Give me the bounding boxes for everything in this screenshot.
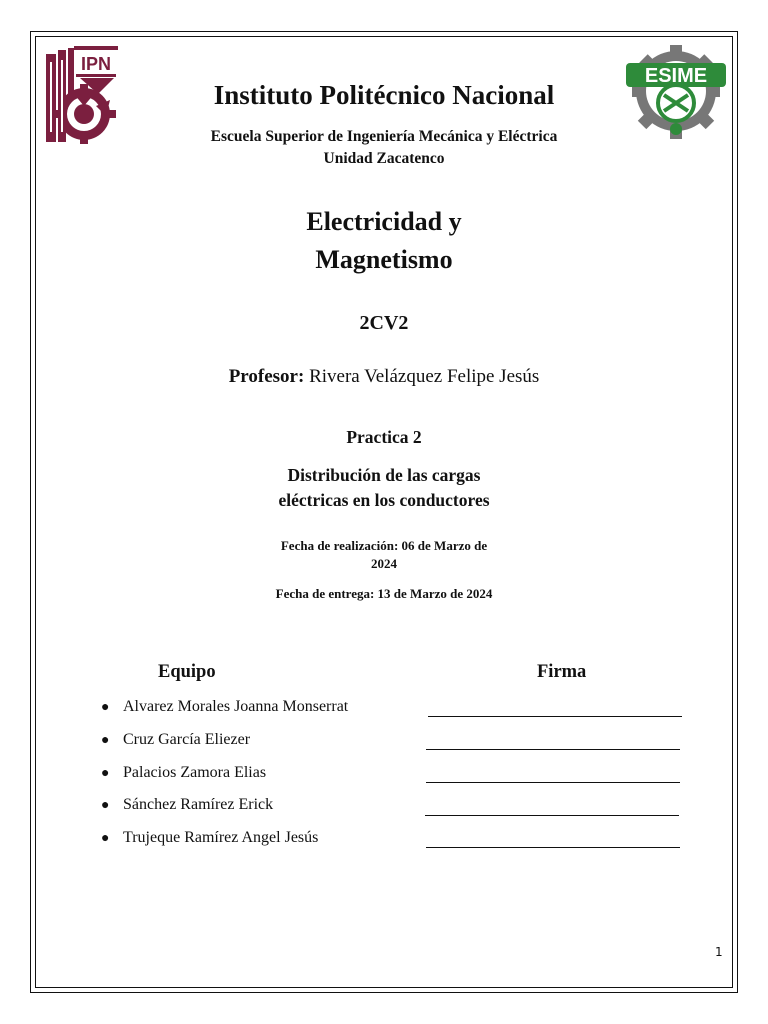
subject-title-line1: Electricidad y [306,207,462,236]
signature-line [426,847,680,848]
team-member [101,796,273,814]
institution-title: Instituto Politécnico Nacional [213,80,555,110]
school-name [0,126,768,170]
team-member-name: Cruz García Eliezer [123,731,251,748]
team-member-name: Palacios Zamora Elias [123,764,267,781]
team-member [101,764,266,782]
realization-date-line1: Fecha de realización: 06 de Marzo de [280,538,488,553]
ipn-logo-text: IPN [80,54,112,74]
team-member [101,829,318,847]
delivery-date: Fecha de entrega: 13 de Marzo de 2024 [275,586,493,601]
bullet-icon: ● [101,733,110,748]
professor-name: Rivera Velázquez Felipe Jesús [304,366,540,387]
team-member-name: Alvarez Morales Joanna Monserrat [123,698,349,715]
page-number: 1 [715,945,723,959]
bullet-icon: ● [101,700,110,715]
practice-title-line2: eléctricas en los conductores [278,490,490,510]
team-member [101,731,250,749]
signature-header: Firma [537,662,587,682]
bullet-icon: ● [101,798,110,813]
bullet-icon: ● [101,766,110,781]
subject-title-line2: Magnetismo [315,245,453,274]
school-name-line2: Unidad Zacatenco [323,150,445,167]
signature-line [426,782,680,783]
professor-line [0,366,768,388]
realization-date [0,537,768,573]
realization-date-line2: 2024 [371,556,397,571]
team-member-name: Trujeque Ramírez Angel Jesús [123,829,319,846]
professor-label: Profesor: [228,366,305,387]
practice-title [0,463,768,513]
group-code: 2CV2 [359,312,409,334]
team-member-name: Sánchez Ramírez Erick [123,796,274,813]
team-header: Equipo [158,662,216,682]
esime-logo-text: ESIME [644,65,708,87]
signature-line [428,716,682,717]
practice-title-line1: Distribución de las cargas [287,465,481,485]
school-name-line1: Escuela Superior de Ingeniería Mecánica y Eléctrica [210,128,558,145]
bullet-icon: ● [101,831,110,846]
subject-title [0,203,768,279]
team-member [101,698,348,716]
signature-line [425,815,679,816]
practice-number: Practica 2 [346,427,422,447]
signature-line [426,749,680,750]
